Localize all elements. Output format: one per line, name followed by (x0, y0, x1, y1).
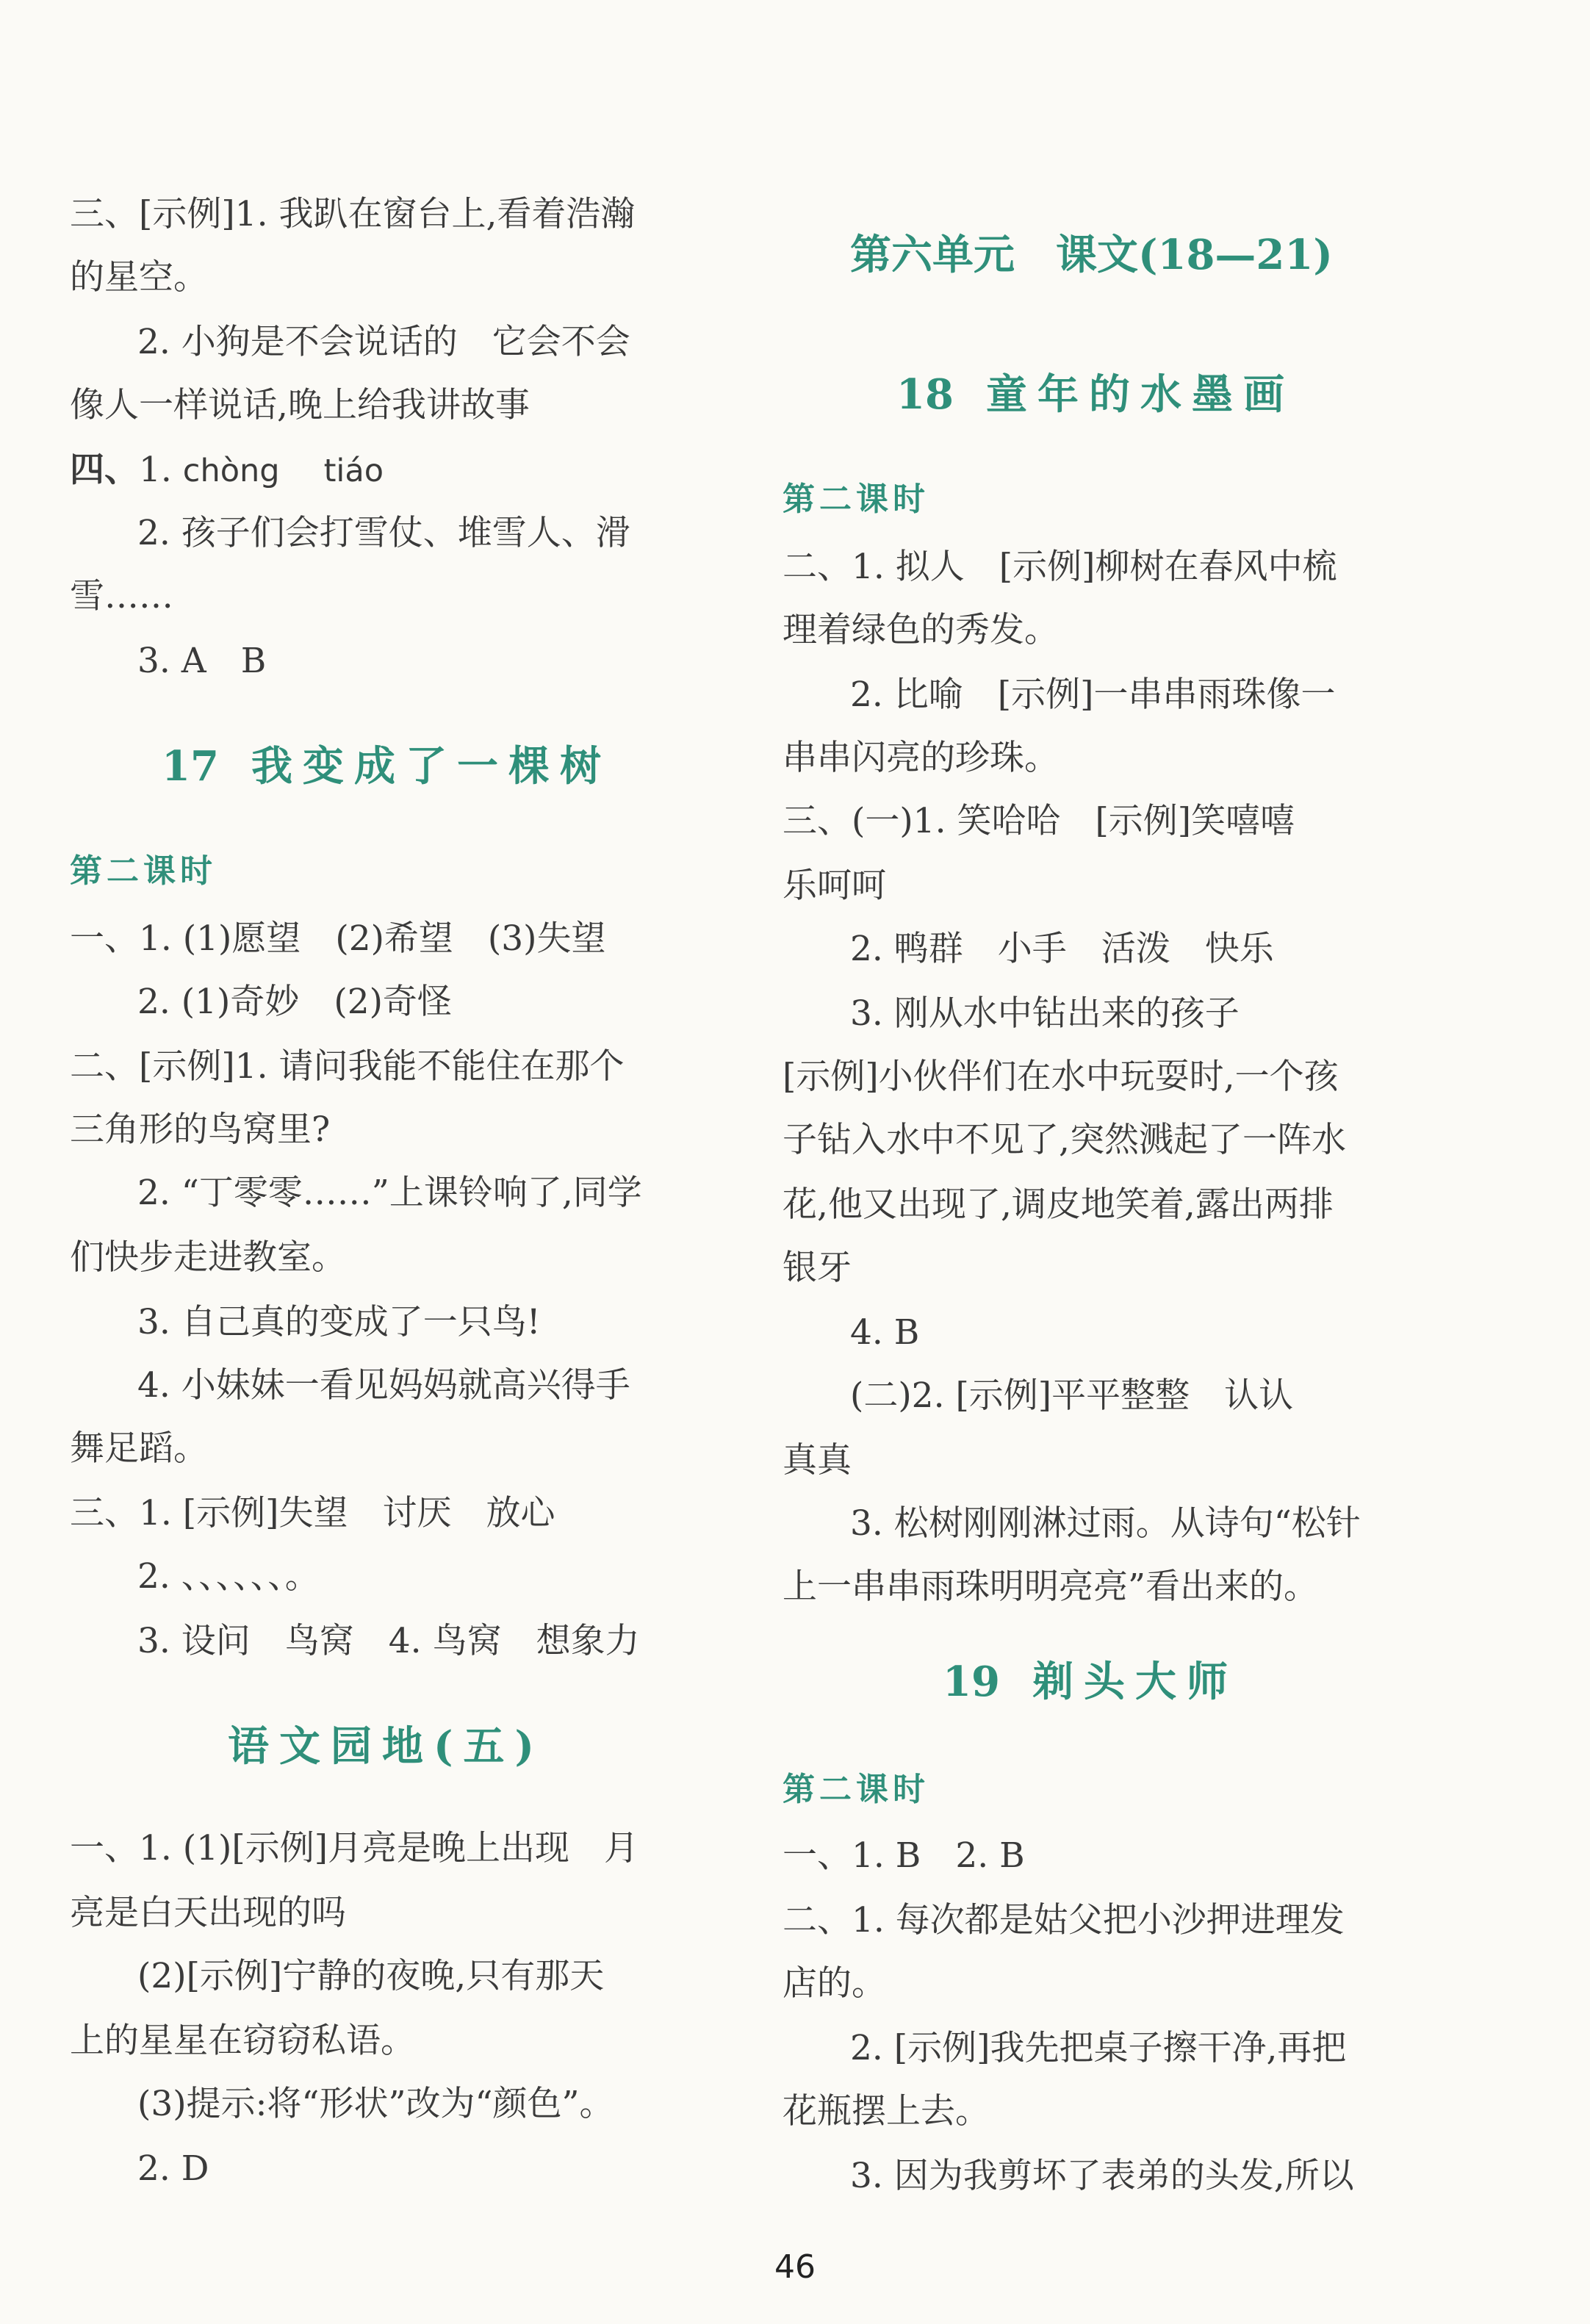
answer-line: 店的。 (783, 1963, 886, 2004)
answer-line: 2. 鸭群 小手 活泼 快乐 (850, 929, 1274, 969)
answer-line: 真真 (783, 1440, 852, 1481)
answer-line-pinyin (70, 448, 384, 492)
answer-line: 2. (1)奇妙 (2)奇怪 (137, 982, 452, 1022)
section-marker: 四、 (70, 450, 139, 490)
answer-line: 三、(一)1. 笑哈哈 [示例]笑嘻嘻 (783, 801, 1295, 841)
answer-line: 的星空。 (70, 257, 208, 298)
answer-line: 三、[示例]1. 我趴在窗台上,看着浩瀚 (70, 194, 636, 234)
lesson-17-title (162, 741, 611, 792)
answer-line: 2. D (137, 2148, 209, 2189)
answer-line: 3. 刚从水中钻出来的孩子 (850, 993, 1240, 1034)
answer-line: 2. [示例]我先把桌子擦干净,再把 (850, 2028, 1347, 2068)
answer-line: 雪…… (70, 576, 173, 616)
lesson-18-subheading: 第二课时 (783, 481, 929, 518)
lesson-number: 18 (896, 370, 954, 419)
answer-line: (二)2. [示例]平平整整 认认 (850, 1375, 1294, 1416)
answer-line: 2. 小狗是不会说话的 它会不会 (137, 322, 630, 362)
answer-line: (3)提示:将“形状”改为“颜色”。 (137, 2084, 614, 2124)
answer-line: 3. A B (137, 641, 267, 681)
unit-name: 第六单元 (850, 231, 1015, 279)
answer-line: 三、1. [示例]失望 讨厌 放心 (70, 1493, 555, 1533)
item-number: 1. (139, 450, 183, 490)
lesson-name: 我变成了一棵树 (251, 742, 611, 791)
pinyin-answer-2: tiáo (323, 453, 384, 489)
answer-line: 3. 自己真的变成了一只鸟! (137, 1302, 541, 1342)
answer-line: 舞足蹈。 (70, 1428, 208, 1469)
lesson-19-title (943, 1656, 1238, 1708)
answer-line: 一、1. (1)愿望 (2)希望 (3)失望 (70, 918, 606, 959)
answer-line: 花瓶摆上去。 (783, 2091, 990, 2131)
answer-line: 们快步走进教室。 (70, 1237, 346, 1278)
answer-line: 4. B (850, 1312, 920, 1353)
answer-line: 花,他又出现了,调皮地笑着,露出两排 (783, 1184, 1334, 1225)
answer-line: 二、[示例]1. 请问我能不能住在那个 (70, 1046, 625, 1087)
answer-line: 亮是白天出现的吗 (70, 1893, 346, 1933)
answer-line: 乐呵呵 (783, 866, 886, 906)
page-number: 46 (774, 2248, 816, 2286)
answer-line: [示例]小伙伴们在水中玩耍时,一个孩 (783, 1057, 1339, 1097)
garden-heading: 语文园地(五) (228, 1722, 544, 1771)
answer-line: 4. 小妹妹一看见妈妈就高兴得手 (137, 1365, 630, 1406)
pinyin-answer-1: chòng (182, 453, 280, 489)
answer-line: 二、1. 每次都是姑父把小沙押进理发 (783, 1900, 1345, 1940)
answer-line: (2)[示例]宁静的夜晚,只有那天 (137, 1956, 605, 1996)
answer-line: 一、1. B 2. B (783, 1835, 1025, 1876)
answer-line: 3. 设问 鸟窝 4. 鸟窝 想象力 (137, 1621, 640, 1661)
answer-line: 2. 、、、、、、。 (137, 1556, 320, 1597)
answer-line: 理着绿色的秀发。 (783, 610, 1059, 650)
lesson-name: 童年的水墨画 (985, 370, 1295, 419)
unit-range: 课文(18—21) (1056, 231, 1333, 279)
answer-line: 2. 比喻 [示例]一串串雨珠像一 (850, 674, 1336, 715)
answer-line: 上的星星在窃窃私语。 (70, 2021, 415, 2061)
answer-line: 三角形的鸟窝里? (70, 1109, 331, 1150)
answer-line: 子钻入水中不见了,突然溅起了一阵水 (783, 1120, 1346, 1160)
answer-line: 3. 因为我剪坏了表弟的头发,所以 (850, 2156, 1354, 2196)
lesson-name: 剃头大师 (1032, 1658, 1238, 1706)
answer-line: 串串闪亮的珍珠。 (783, 738, 1059, 778)
lesson-17-subheading: 第二课时 (70, 852, 217, 890)
answer-line: 一、1. (1)[示例]月亮是晚上出现 月 (70, 1828, 639, 1868)
answer-line: 二、1. 拟人 [示例]柳树在春风中梳 (783, 547, 1337, 587)
lesson-number: 19 (943, 1658, 1000, 1706)
answer-line: 像人一样说话,晚上给我讲故事 (70, 385, 530, 425)
unit-heading (850, 229, 1333, 281)
lesson-19-subheading: 第二课时 (783, 1771, 929, 1808)
answer-line: 银牙 (783, 1248, 852, 1288)
answer-line: 2. 孩子们会打雪仗、堆雪人、滑 (137, 513, 630, 553)
answer-line: 3. 松树刚刚淋过雨。从诗句“松针 (850, 1503, 1361, 1544)
lesson-number: 17 (162, 742, 219, 791)
answer-line: 上一串串雨珠明明亮亮”看出来的。 (783, 1566, 1319, 1607)
lesson-18-title (896, 369, 1295, 420)
answer-line: 2. “丁零零……”上课铃响了,同学 (137, 1173, 642, 1213)
